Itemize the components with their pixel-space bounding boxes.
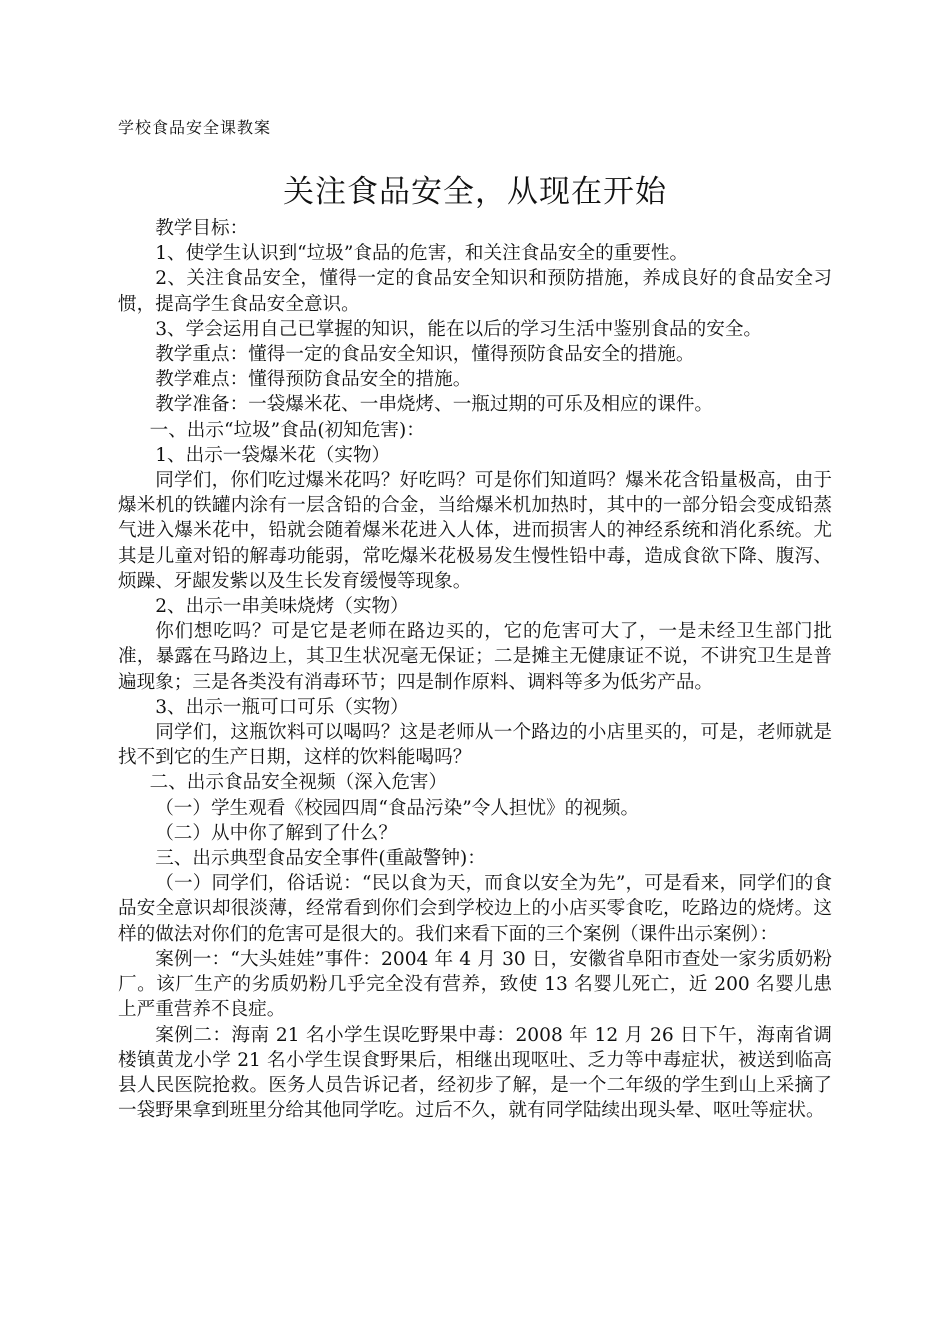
paragraph-goal-3: 3、学会运用自己已掌握的知识，能在以后的学习生活中鉴别食品的安全。	[155, 318, 763, 340]
paragraph-goal-2: 2、关注食品安全，懂得一定的食品安全知识和预防措施，养成良好的食品安全习惯，提高学生食品安全意识。	[118, 268, 832, 315]
paragraph-video-2: （二）从中你了解到了什么？	[155, 822, 397, 844]
paragraph-case-2: 案例二：海南 21 名小学生误吃野果中毒：2008 年 12 月 26 日下午，海南省调楼镇黄龙小学 21 名小学生误食野果后，相继出现呕吐、乏力等中毒症状，被送到临高县人民医院抢救。医务人员告诉记者，经初步了解，是一个二年级的学生到山上采摘了一袋野果拿到班里分给其他同学吃。过后不久，就有同学陆续出现头晕、呕吐等症状。	[118, 1024, 832, 1122]
paragraph-barbecue: 你们想吃吗？可是它是老师在路边买的，它的危害可大了，一是未经卫生部门批准，暴露在马路边上，其卫生状况毫无保证；二是摊主无健康证不说，不讲究卫生是普遍现象；三是各类没有消毒环节；四是制作原料、调料等多为低劣产品。	[118, 621, 832, 693]
subsection-popcorn: 1、出示一袋爆米花（实物）	[155, 444, 391, 466]
document-body	[118, 216, 832, 1123]
paragraph-cola: 同学们，这瓶饮料可以喝吗？这是老师从一个路边的小店里买的，可是，老师就是找不到它的生产日期，这样的饮料能喝吗？	[118, 722, 832, 769]
paragraph-preparation: 教学准备：一袋爆米花、一串烧烤、一瓶过期的可乐及相应的课件。	[155, 394, 714, 416]
paragraph-goal-1: 1、使学生认识到“垃圾”食品的危害，和关注食品安全的重要性。	[155, 243, 689, 265]
section-1-heading: 一、出示“垃圾”食品(初知危害)：	[149, 419, 425, 441]
paragraph-video-1: （一）学生观看《校园四周“食品污染”令人担忧》的视频。	[155, 797, 640, 819]
section-3-heading: 三、出示典型食品安全事件(重敲警钟)：	[155, 848, 486, 870]
paragraph-case-1: 案例一：“大头娃娃”事件：2004 年 4 月 30 日，安徽省阜阳市查处一家劣质奶粉厂。该厂生产的劣质奶粉几乎完全没有营养，致使 13 名婴儿死亡，近 200 名婴儿患上严重营养不良症。	[118, 948, 832, 1021]
document-header: 学校食品安全课教案	[118, 118, 272, 137]
paragraph-intro-cases: （一）同学们，俗话说：“民以食为天，而食以安全为先”，可是看来，同学们的食品安全意识却很淡薄，经常看到你们会到学校边上的小店买零食吃，吃路边的烧烤。这样的做法对你们的危害可是很大的。我们来看下面的三个案例（课件出示案例）：	[118, 873, 832, 945]
paragraph-goals-heading: 教学目标：	[155, 218, 249, 239]
section-2-heading: 二、出示食品安全视频（深入危害）	[149, 772, 448, 794]
document-title: 关注食品安全，从现在开始	[283, 174, 667, 210]
paragraph-key-points: 教学重点：懂得一定的食品安全知识，懂得预防食品安全的措施。	[155, 344, 695, 366]
subsection-cola: 3、出示一瓶可口可乐（实物）	[155, 696, 409, 718]
paragraph-difficulties: 教学难点：懂得预防食品安全的措施。	[155, 369, 472, 391]
paragraph-popcorn: 同学们，你们吃过爆米花吗？好吃吗？可是你们知道吗？爆米花含铅量极高，由于爆米机的铁罐内涂有一层含铅的合金，当给爆米机加热时，其中的一部分铅会变成铅蒸气进入爆米花中，铅就会随着爆米花进入人体，进而损害人的神经系统和消化系统。尤其是儿童对铅的解毒功能弱，常吃爆米花极易发生慢性铅中毒，造成食欲下降、腹泻、烦躁、牙龈发紫以及生长发育缓慢等现象。	[118, 470, 832, 592]
subsection-barbecue: 2、出示一串美味烧烤（实物）	[155, 596, 409, 618]
